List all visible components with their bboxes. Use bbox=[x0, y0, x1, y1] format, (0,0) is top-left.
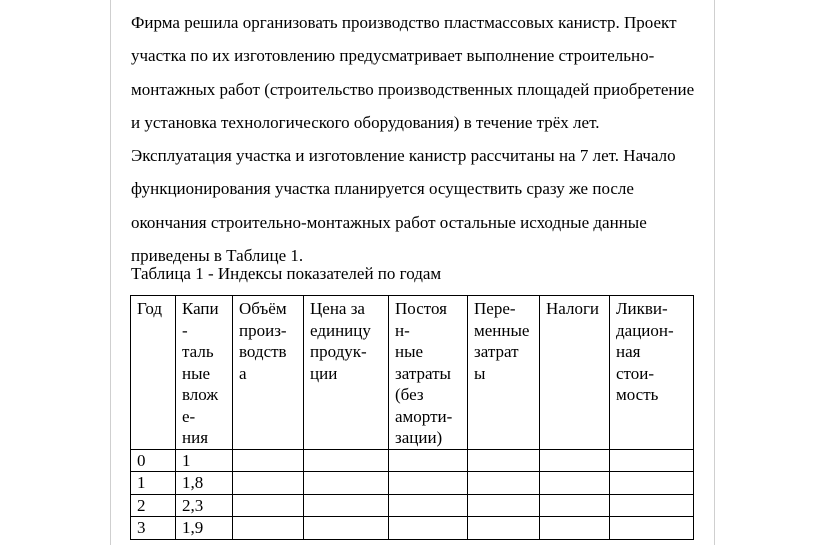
table-header-row bbox=[131, 296, 694, 450]
column-header-text: н- bbox=[395, 320, 410, 340]
table-body bbox=[131, 449, 694, 539]
paragraph-line: монтажных работ (строительство производственных площадей приобретение bbox=[131, 79, 695, 99]
column-header bbox=[540, 296, 610, 450]
column-header-text: дацион- bbox=[616, 320, 674, 340]
column-header-text: ные bbox=[395, 342, 424, 361]
column-header-text: ния bbox=[182, 428, 209, 447]
column-header-text: аморти- bbox=[395, 406, 453, 426]
table-cell: 1,9 bbox=[176, 517, 233, 540]
table-cell bbox=[540, 472, 610, 495]
table-cell bbox=[610, 517, 694, 540]
column-header-text: Ликви- bbox=[616, 299, 668, 318]
column-header-text: менные bbox=[474, 320, 530, 340]
column-header-text: Объём bbox=[239, 299, 287, 318]
column-header-text: (без bbox=[395, 385, 424, 404]
table-cell: 2,3 bbox=[176, 494, 233, 517]
table-cell bbox=[233, 517, 304, 540]
table-cell bbox=[468, 494, 540, 517]
problem-paragraph bbox=[131, 6, 731, 272]
table-row bbox=[131, 517, 694, 540]
table-cell bbox=[540, 449, 610, 472]
column-header-text: ные bbox=[182, 363, 211, 383]
column-header-text: водств bbox=[239, 342, 287, 361]
table-cell bbox=[389, 472, 468, 495]
table-cell bbox=[389, 494, 468, 517]
paragraph-line: функционирования участка планируется осуществить сразу же после bbox=[131, 179, 634, 199]
table-cell bbox=[610, 472, 694, 495]
column-header-text: Пере- bbox=[474, 299, 516, 318]
table-cell bbox=[540, 494, 610, 517]
column-header-text: затраты bbox=[395, 363, 451, 383]
column-header-text: стои- bbox=[616, 363, 655, 383]
table-cell bbox=[233, 449, 304, 472]
column-header-text: единицу bbox=[310, 320, 371, 340]
indices-table bbox=[130, 295, 694, 540]
column-header bbox=[610, 296, 694, 450]
table-cell bbox=[610, 449, 694, 472]
table-row bbox=[131, 494, 694, 517]
column-header-text: мость bbox=[616, 385, 659, 404]
column-header-text: затрат bbox=[474, 342, 519, 361]
column-header-text: Капи bbox=[182, 299, 219, 318]
column-header-text: Налоги bbox=[546, 299, 600, 318]
table-cell: 1 bbox=[131, 472, 176, 495]
table-cell bbox=[304, 472, 389, 495]
table-cell: 2 bbox=[131, 494, 176, 517]
table-cell bbox=[468, 517, 540, 540]
table-caption: Таблица 1 - Индексы показателей по годам bbox=[131, 264, 442, 283]
column-header bbox=[304, 296, 389, 450]
paragraph-line: окончания строительно-монтажных работ остальные исходные данные bbox=[131, 212, 647, 232]
table-cell: 3 bbox=[131, 517, 176, 540]
column-header-text: произ- bbox=[239, 320, 287, 340]
paragraph-line: Эксплуатация участка и изготовление канистр рассчитаны на 7 лет. Начало bbox=[131, 146, 676, 166]
column-header bbox=[176, 296, 233, 450]
table-cell: 1,8 bbox=[176, 472, 233, 495]
page-margin-left bbox=[110, 0, 111, 545]
table-row bbox=[131, 449, 694, 472]
table-cell bbox=[540, 517, 610, 540]
column-header-text: ции bbox=[310, 363, 338, 383]
table-cell bbox=[233, 472, 304, 495]
table-cell bbox=[610, 494, 694, 517]
column-header-text: продук- bbox=[310, 342, 367, 361]
table-cell bbox=[304, 494, 389, 517]
column-header-text: таль bbox=[182, 342, 214, 361]
column-header-text: а bbox=[239, 363, 247, 383]
column-header bbox=[468, 296, 540, 450]
column-header-text: ная bbox=[616, 342, 641, 361]
column-header bbox=[233, 296, 304, 450]
paragraph-line: Фирма решила организовать производство пластмассовых канистр. Проект bbox=[131, 13, 677, 32]
column-header-text: ы bbox=[474, 363, 486, 383]
table-cell bbox=[389, 449, 468, 472]
table-cell: 1 bbox=[176, 449, 233, 472]
column-header bbox=[389, 296, 468, 450]
table-cell bbox=[233, 494, 304, 517]
paragraph-line: и установка технологического оборудования) в течение трёх лет. bbox=[131, 112, 600, 132]
column-header-text: зации) bbox=[395, 428, 443, 447]
table-cell bbox=[468, 449, 540, 472]
table-row bbox=[131, 472, 694, 495]
table-cell bbox=[304, 517, 389, 540]
column-header-text: влож bbox=[182, 385, 219, 404]
column-header-text: - bbox=[182, 320, 188, 340]
table-cell bbox=[468, 472, 540, 495]
column-header-text: е- bbox=[182, 406, 196, 426]
paragraph-line: приведены в Таблице 1. bbox=[131, 246, 304, 266]
table-cell bbox=[304, 449, 389, 472]
column-header bbox=[131, 296, 176, 450]
column-header-text: Постоя bbox=[395, 299, 447, 318]
paragraph-line: участка по их изготовлению предусматривает выполнение строительно- bbox=[131, 46, 655, 66]
column-header-text: Год bbox=[137, 299, 162, 318]
table-cell: 0 bbox=[131, 449, 176, 472]
table-cell bbox=[389, 517, 468, 540]
column-header-text: Цена за bbox=[310, 299, 365, 318]
